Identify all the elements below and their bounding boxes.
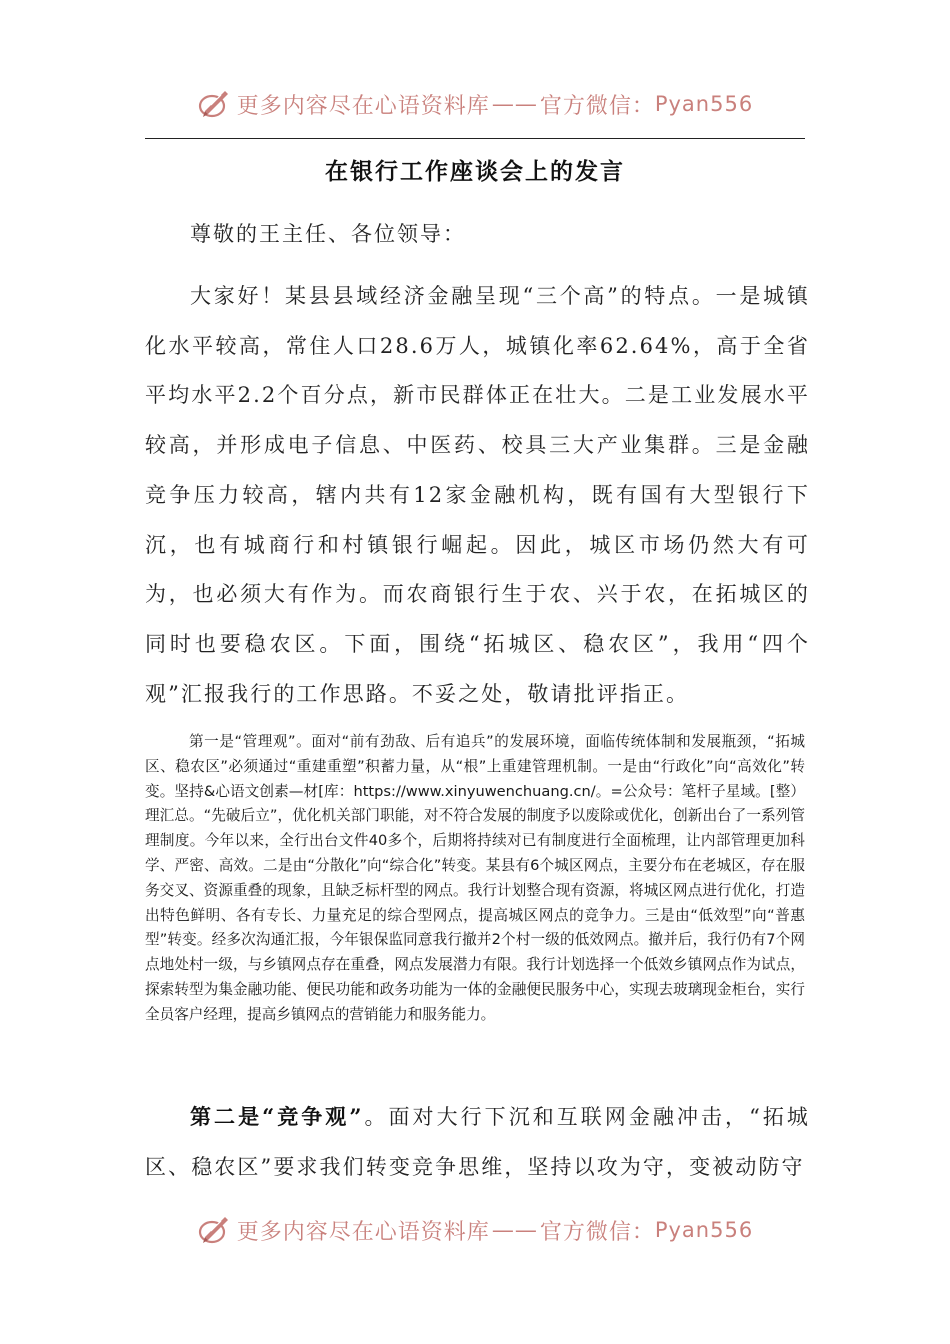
document-title: 在银行工作座谈会上的发言 [325,158,625,185]
paragraph-competition-body: 。面对大行下沉和互联网金融冲击，“拓城区、稳农区”要求我们转变竞争思维，坚持以攻为守，变被动防守 [145,1105,810,1179]
quill-logo-icon [197,87,231,121]
footer-banner-text: 更多内容尽在心语资料库 [236,1219,490,1245]
quill-logo-icon [197,1213,231,1247]
footer-wechat-label: 官方微信： [539,1219,655,1245]
header-wechat-id: Pyan556 [654,92,754,116]
footer-wechat-id: Pyan556 [654,1218,754,1242]
salutation: 尊敬的王主任、各位领导： [190,222,466,246]
header-banner [0,82,950,126]
paragraph-intro: 大家好！某县县域经济金融呈现“三个高”的特点。一是城镇化水平较高，常住人口28.6万人，城镇化率62.64%，高于全省平均水平2.2个百分点，新市民群体正在壮大。二是工业发展水平较高，并形成电子信息、中医药、校具三大产业集群。三是金融竞争压力较高，辖内共有12家金融机构，既有国有大型银行下沉，也有城商行和村镇银行崛起。因此，城区市场仍然大有可为，也必须大有作为。而农商银行生于农、兴于农，在拓城区的同时也要稳农区。下面，围绕“拓城区、稳农区”，我用“四个观”汇报我行的工作思路。不妥之处，敬请批评指正。 [145,284,810,706]
paragraph-competition-lead: 第二是“竞争观” [190,1104,364,1129]
header-banner-text: 更多内容尽在心语资料库 [236,93,490,119]
paragraph-competition [145,1092,810,1192]
header-banner-separator: —— [491,91,538,117]
footer-banner [0,1208,950,1252]
header-wechat-label: 官方微信： [539,93,655,119]
paragraph-management: 第一是“管理观”。面对“前有劲敌、后有追兵”的发展环境，面临传统体制和发展瓶颈，“拓城区、稳农区”必须通过“重建重塑”积蓄力量，从“根”上重建管理机制。一是由“行政化”向“高效化”转变。坚持&心语文创素—材[库：https://www.xinyuwenchuang.cn/。=公众号：笔杆子星域。[整）理汇总。“先破后立”，优化机关部门职能，对不符合发展的制度予以废除或优化，创新出台了一系列管理制度。今年以来，全行出台文件40多个，后期将持续对已有制度进行全面梳理，让内部管理更加科学、严密、高效。二是由“分散化”向“综合化”转变。某县有6个城区网点，主要分布在老城区，存在服务交叉、资源重叠的现象，且缺乏标杆型的网点。我行计划整合现有资源，将城区网点进行优化，打造出特色鲜明、各有专长、力量充足的综合型网点，提高城区网点的竞争力。三是由“低效型”向“普惠型”转变。经多次沟通汇报，今年银保监同意我行撤并2个村一级的低效网点。撤并后，我行仍有7个网点地处村一级，与乡镇网点存在重叠，网点发展潜力有限。我行计划选择一个低效乡镇网点作为试点，探索转型为集金融功能、便民功能和政务功能为一体的金融便民服务中心，实现去玻璃现金柜台，实行全员客户经理，提高乡镇网点的营销能力和服务能力。 [145,733,805,1023]
header-divider [145,138,805,139]
footer-banner-separator: —— [491,1217,538,1243]
